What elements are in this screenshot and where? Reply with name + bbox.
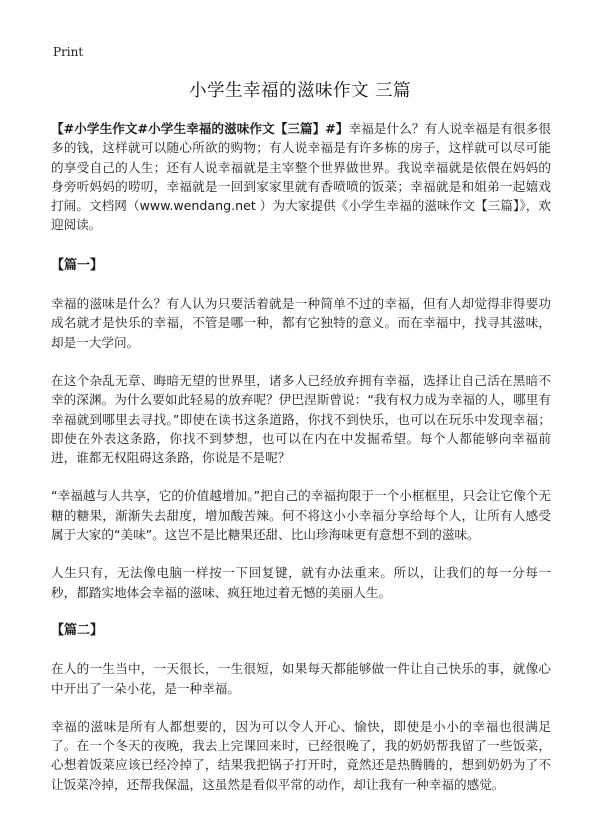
section-heading-1: 【篇一】 xyxy=(51,257,104,273)
section-1-paragraph: 在这个杂乱无章、晦暗无望的世界里，诸多人已经放弃拥有幸福，选择让自己活在黑暗不幸的深渊。为什么要如此轻易的放弃呢？伊巴涅斯曾说：“我有权力成为幸福的人，哪里有幸福就到哪里去寻找。”即使在读书这条道路，你找不到快乐，也可以在玩乐中发现幸福；即使在外表这条路，你找不到梦想，也可以在内在中发掘希望。每个人都能够向幸福前进，谁都无权阻碍这条路，你说是不是呢？ xyxy=(51,372,551,466)
section-1-paragraph: “幸福越与人共享，它的价值越增加。”把自己的幸福拘限于一个小框框里，只会让它像个无糖的糖果，渐渐失去甜度，增加酸苦辣。何不将这小小幸福分享给每个人，让所有人感受属于大家的“美味”。这岂不是比糖果还甜、比山珍海味更有意想不到的滋味。 xyxy=(51,488,551,543)
intro-text: 幸福是什么？有人说幸福是有很多很多的钱，这样就可以随心所欲的购物；有人说幸福是有许多栋的房子，这样就可以尽可能的享受自己的人生；还有人说幸福就是主宰整个世界做世界。我说幸福就是依偎在妈妈的身旁听妈妈的唠叨，幸福就是一回到家家里就有香喷喷的饭菜；幸福就是和姐弟一起嬉戏打闹。文档网（www.wendang.net ）为大家提供《小学生幸福的滋味作文【三篇】》，欢迎阅读。 xyxy=(51,121,551,233)
article-body xyxy=(51,119,551,794)
intro-lead: 【#小学生作文#小学生幸福的滋味作文【三篇】#】 xyxy=(51,121,349,136)
section-1-paragraph: 幸福的滋味是什么？有人认为只要活着就是一种简单不过的幸福，但有人却觉得非得要功成名就才是快乐的幸福，不管是哪一种，都有它独特的意义。而在幸福中，找寻其滋味，却是一大学问。 xyxy=(51,296,551,350)
section-2-paragraph: 在人的一生当中，一天很长，一生很短，如果每天都能够做一件让自己快乐的事，就像心中开出了一朵小花，是一种幸福。 xyxy=(51,661,551,696)
print-link[interactable]: Print xyxy=(53,45,84,59)
page-title: 小学生幸福的滋味作文 三篇 xyxy=(188,81,412,101)
section-2-paragraph: 幸福的滋味是所有人都想要的，因为可以令人开心、愉快，即使是小小的幸福也很满足了。在一个冬天的夜晚，我去上完课回来时，已经很晚了，我的奶奶帮我留了一些饭菜，心想着饭菜应该已经冷掉了，结果我把锅子打开时，竟然还是热腾腾的，想到奶奶为了不让饭菜冷掉，还帮我保温，这虽然是看似平常的动作，却让我有一种幸福的感觉。 xyxy=(51,718,551,792)
section-1-paragraph: 人生只有，无法像电脑一样按一下回复键，就有办法重来。所以，让我们的每一分每一秒，都踏实地体会幸福的滋味、疯狂地过着无憾的美丽人生。 xyxy=(51,565,551,600)
section-heading-2: 【篇二】 xyxy=(51,622,104,638)
intro-paragraph xyxy=(51,119,551,235)
